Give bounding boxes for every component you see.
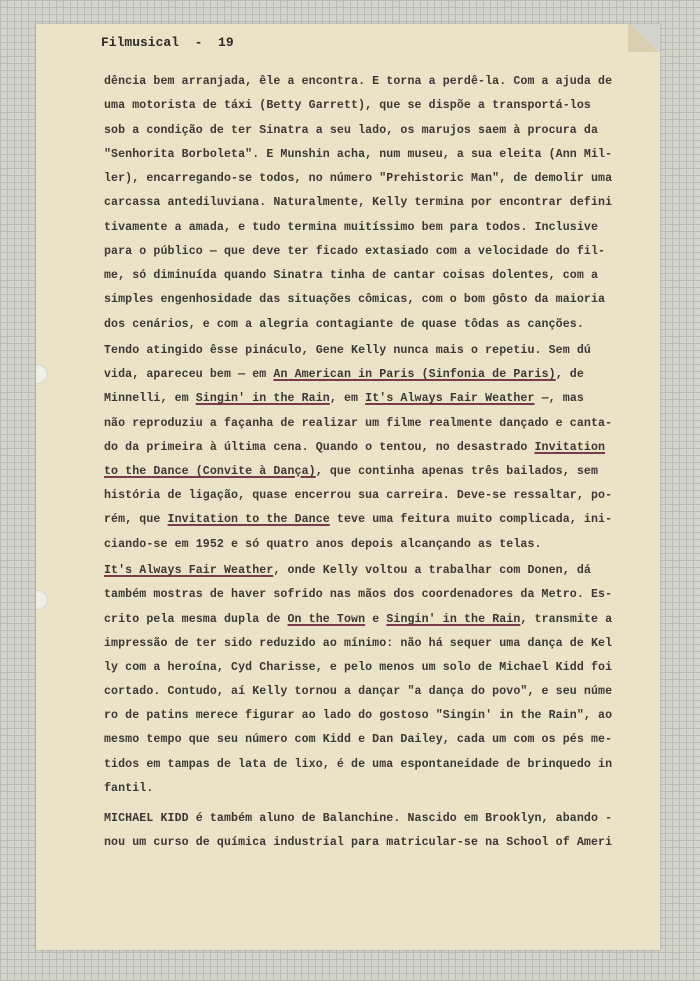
text-line xyxy=(104,169,612,189)
underlined-title: Singin' in the Rain xyxy=(386,613,521,626)
underlined-title: It's Always Fair Weather xyxy=(104,564,274,577)
text-line xyxy=(104,561,591,581)
text-run: dência bem arranjada, êle a encontra. E torna a perdê-la. Com a ajuda de xyxy=(104,75,613,88)
text-run: vida, apareceu bem — em xyxy=(104,368,274,381)
text-run: história de ligação, quase encerrou sua carreira. Deve-se ressaltar, po- xyxy=(104,489,613,502)
text-run: nou um curso de química industrial para matricular-se na School of Ameri xyxy=(104,836,613,849)
text-run: , transmite a xyxy=(520,613,613,626)
underlined-title: Invitation xyxy=(534,441,606,454)
text-line xyxy=(104,365,584,385)
text-line xyxy=(104,634,612,654)
text-run: uma motorista de táxi (Betty Garrett), que se dispõe a transportá-los xyxy=(104,99,591,112)
folded-corner xyxy=(628,24,660,52)
underlined-title: On the Town xyxy=(287,613,366,626)
text-run: simples engenhosidade das situações cômicas, com o bom gôsto da maioria xyxy=(104,293,606,306)
text-line xyxy=(104,193,612,213)
text-run: Tendo atingido êsse pináculo, Gene Kelly nunca mais o repetiu. Sem dú xyxy=(104,344,591,357)
text-line xyxy=(104,809,612,829)
text-line xyxy=(104,315,584,335)
text-run: , que continha apenas três bailados, sem xyxy=(315,465,599,478)
text-run: ly com a heroína, Cyd Charisse, e pelo menos um solo de Michael Kidd foi xyxy=(104,661,613,674)
text-line xyxy=(104,486,612,506)
text-run: cortado. Contudo, aí Kelly tornou a dançar "a dança do povo", e seu núme xyxy=(104,685,613,698)
underlined-title: Invitation to the Dance xyxy=(167,513,330,526)
text-run: sob a condição de ter Sinatra a seu lado, os marujos saem à procura da xyxy=(104,124,599,137)
text-run: tidos em tampas de lata de lixo, é de uma espontaneidade de brinquedo in xyxy=(104,758,613,771)
text-run: , onde Kelly voltou a trabalhar com Donen, dá xyxy=(273,564,591,577)
page-header: Filmusical - 19 xyxy=(101,35,234,50)
text-line xyxy=(104,438,605,458)
text-line xyxy=(104,242,605,262)
text-run: "Senhorita Borboleta". E Munshin acha, num museu, a sua eleita (Ann Mil- xyxy=(104,148,613,161)
text-line xyxy=(104,610,612,630)
text-line xyxy=(104,706,612,726)
text-line xyxy=(104,462,598,482)
text-line xyxy=(104,414,612,434)
text-line xyxy=(104,510,612,530)
text-run: não reproduziu a façanha de realizar um filme realmente dançado e canta- xyxy=(104,417,613,430)
text-line xyxy=(104,145,612,165)
text-run: impressão de ter sido reduzido ao mínimo: não há sequer uma dança de Kel xyxy=(104,637,613,650)
text-line xyxy=(104,266,598,286)
underlined-title: An American in Paris (Sinfonia de Paris) xyxy=(273,368,556,381)
text-run: mesmo tempo que seu número com Kidd e Dan Dailey, cada um com os pés me- xyxy=(104,733,613,746)
text-run: e xyxy=(365,613,387,626)
text-line xyxy=(104,682,612,702)
text-run: ciando-se em 1952 e só quatro anos depois alcançando as telas. xyxy=(104,538,542,551)
punch-hole-upper xyxy=(36,364,48,384)
underlined-title: Singin' in the Rain xyxy=(195,392,330,405)
text-line xyxy=(104,218,598,238)
typed-page xyxy=(36,24,660,950)
text-line xyxy=(104,290,605,310)
underlined-title: It's Always Fair Weather xyxy=(365,392,535,405)
text-run: MICHAEL KIDD é também aluno de Balanchine. Nascido em Brooklyn, abando - xyxy=(104,812,613,825)
text-run: fantil. xyxy=(104,782,154,795)
text-line xyxy=(104,730,612,750)
text-run: teve uma feitura muito complicada, ini- xyxy=(329,513,613,526)
text-run: para o público — que deve ter ficado extasiado com a velocidade do fil- xyxy=(104,245,606,258)
text-run: carcassa antediluviana. Naturalmente, Kelly termina por encontrar defini xyxy=(104,196,613,209)
text-run: , de xyxy=(555,368,584,381)
text-line xyxy=(104,389,584,409)
text-run: crito pela mesma dupla de xyxy=(104,613,288,626)
underlined-title: to the Dance (Convite à Dança) xyxy=(104,465,316,478)
text-line xyxy=(104,535,542,555)
text-run: também mostras de haver sofrido nas mãos dos coordenadores da Metro. Es- xyxy=(104,588,613,601)
text-line xyxy=(104,72,612,92)
text-run: tivamente a amada, e tudo termina muitíssimo bem para todos. Inclusive xyxy=(104,221,599,234)
text-line xyxy=(104,121,598,141)
text-line xyxy=(104,341,591,361)
text-line xyxy=(104,833,612,853)
text-run: , em xyxy=(329,392,366,405)
text-run: ler), encarregando-se todos, no número "Prehistoric Man", de demolir uma xyxy=(104,172,613,185)
text-run: me, só diminuída quando Sinatra tinha de cantar coisas dolentes, com a xyxy=(104,269,599,282)
text-run: do da primeira à última cena. Quando o tentou, no desastrado xyxy=(104,441,535,454)
text-run: —, mas xyxy=(534,392,584,405)
text-line xyxy=(104,779,153,799)
text-run: ro de patins merece figurar ao lado do gostoso "Singin' in the Rain", ao xyxy=(104,709,613,722)
punch-hole-lower xyxy=(36,590,48,610)
text-line xyxy=(104,585,612,605)
text-run: rém, que xyxy=(104,513,168,526)
text-run: dos cenários, e com a alegria contagiante de quase tôdas as canções. xyxy=(104,318,584,331)
text-line xyxy=(104,96,591,116)
text-line xyxy=(104,755,612,775)
text-run: Minnelli, em xyxy=(104,392,196,405)
text-line xyxy=(104,658,612,678)
